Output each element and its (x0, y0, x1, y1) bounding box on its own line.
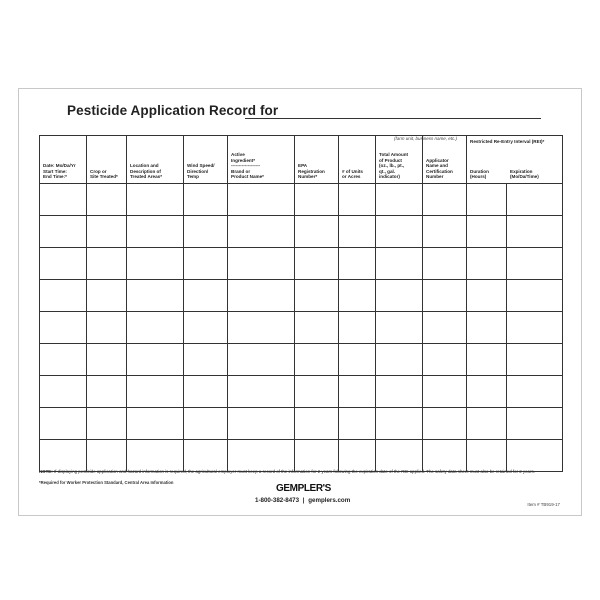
table-row (40, 376, 563, 408)
entry-cell[interactable] (127, 280, 184, 312)
entry-cell[interactable] (40, 312, 87, 344)
table-row (40, 248, 563, 280)
column-header-text: Brand or (231, 168, 251, 174)
entry-cell[interactable] (295, 184, 339, 216)
entry-cell[interactable] (295, 216, 339, 248)
entry-cell[interactable] (376, 440, 423, 472)
column-header-text: Description of (130, 168, 161, 174)
entry-cell[interactable] (87, 184, 127, 216)
entry-cell[interactable] (87, 440, 127, 472)
entry-cell[interactable] (127, 312, 184, 344)
entry-cell[interactable] (40, 280, 87, 312)
table-row (40, 216, 563, 248)
entry-cell[interactable] (423, 408, 467, 440)
column-header-text: (Mo/Da/Time) (510, 174, 539, 180)
entry-cell[interactable] (295, 376, 339, 408)
entry-cell[interactable] (295, 344, 339, 376)
column-header-date (40, 136, 87, 184)
entry-cell[interactable] (376, 216, 423, 248)
entry-cell[interactable] (40, 248, 87, 280)
column-header-text: End Time:* (43, 174, 67, 180)
entry-cell[interactable] (467, 216, 507, 248)
title-hint: (farm unit, business name, etc.) (394, 136, 458, 141)
entry-cell[interactable] (423, 280, 467, 312)
item-number: Item # TB919-17 (527, 502, 560, 507)
entry-cell[interactable] (184, 248, 228, 280)
column-header-text: Date: Mo/Da/Yr (43, 163, 76, 169)
note-label: NOTE: (39, 469, 53, 474)
rei-title: Restricted Re-Entry Interval (REI)* (470, 139, 545, 144)
column-header-text: Start Time: (43, 168, 67, 174)
entry-cell[interactable] (228, 216, 295, 248)
table-row (40, 312, 563, 344)
entry-cell[interactable] (228, 312, 295, 344)
column-header-text: indicator) (379, 174, 400, 180)
entry-cell[interactable] (295, 248, 339, 280)
column-header-rei (467, 136, 563, 184)
entry-cell[interactable] (467, 440, 507, 472)
entry-cell[interactable] (127, 344, 184, 376)
column-header-text: Number (426, 174, 444, 180)
table-body (40, 184, 563, 472)
entry-cell[interactable] (376, 376, 423, 408)
entry-cell[interactable] (376, 184, 423, 216)
entry-cell[interactable] (507, 216, 563, 248)
column-header-text: Site Treated* (90, 174, 118, 180)
entry-cell[interactable] (507, 344, 563, 376)
entry-cell[interactable] (423, 440, 467, 472)
entry-cell[interactable] (184, 184, 228, 216)
entry-cell[interactable] (87, 376, 127, 408)
column-header-text: (Hours) (470, 174, 487, 180)
entry-cell[interactable] (467, 408, 507, 440)
entry-cell[interactable] (228, 440, 295, 472)
entry-cell[interactable] (339, 376, 376, 408)
column-header-ingredient (228, 136, 295, 184)
record-sheet (18, 88, 582, 516)
entry-cell[interactable] (339, 440, 376, 472)
entry-cell[interactable] (423, 184, 467, 216)
entry-cell[interactable] (228, 248, 295, 280)
entry-cell[interactable] (507, 248, 563, 280)
column-header-text: Certification (426, 168, 453, 174)
entry-cell[interactable] (376, 344, 423, 376)
entry-cell[interactable] (228, 344, 295, 376)
column-header-text: Temp (187, 174, 199, 180)
column-header-text: (oz., lb., pt., (379, 163, 405, 169)
entry-cell[interactable] (295, 280, 339, 312)
column-header-text: qt., gal. (379, 168, 396, 174)
table-header-row (40, 136, 563, 184)
entry-cell[interactable] (507, 280, 563, 312)
column-header-location (127, 136, 184, 184)
column-header-text: Active (231, 152, 245, 158)
entry-cell[interactable] (87, 408, 127, 440)
required-note: *Required for Worker Protection Standard, Central Area Information (39, 480, 174, 485)
footnote (39, 469, 569, 475)
column-header-text: Ingredient* (231, 157, 255, 163)
entry-cell[interactable] (40, 440, 87, 472)
column-header-text: or Acres (342, 174, 361, 180)
table-row (40, 344, 563, 376)
website: gemplers.com (308, 497, 351, 504)
entry-cell[interactable] (184, 280, 228, 312)
table-row (40, 280, 563, 312)
entry-cell[interactable] (376, 312, 423, 344)
phone-number: 1-800-382-8473 (255, 497, 300, 504)
rei-duration-header (470, 169, 510, 180)
application-record-table (39, 135, 563, 472)
entry-cell[interactable] (376, 280, 423, 312)
entry-cell[interactable] (376, 408, 423, 440)
entry-cell[interactable] (184, 376, 228, 408)
column-header-text: EPA (298, 163, 308, 169)
entry-cell[interactable] (339, 312, 376, 344)
column-header-amount (376, 136, 423, 184)
brand-logo: GEMPLER'S (276, 483, 331, 494)
column-header-text: ------------------- (231, 163, 261, 169)
entry-cell[interactable] (127, 216, 184, 248)
entry-cell[interactable] (423, 216, 467, 248)
entry-cell[interactable] (228, 184, 295, 216)
entry-cell[interactable] (40, 376, 87, 408)
entry-cell[interactable] (184, 344, 228, 376)
column-header-wind (184, 136, 228, 184)
entry-cell[interactable] (339, 344, 376, 376)
column-header-text: Applicator (426, 157, 449, 163)
farm-name-line[interactable] (245, 118, 541, 119)
column-header-text: Number* (298, 174, 318, 180)
entry-cell[interactable] (467, 280, 507, 312)
entry-cell[interactable] (127, 440, 184, 472)
entry-cell[interactable] (228, 376, 295, 408)
entry-cell[interactable] (184, 440, 228, 472)
column-header-text: Duration (470, 168, 489, 174)
entry-cell[interactable] (507, 312, 563, 344)
table-row (40, 440, 563, 472)
column-header-text: Location and (130, 163, 159, 169)
entry-cell[interactable] (467, 184, 507, 216)
column-header-text: of Product (379, 157, 402, 163)
entry-cell[interactable] (87, 344, 127, 376)
entry-cell[interactable] (87, 216, 127, 248)
column-header-text: Total Amount (379, 152, 409, 158)
entry-cell[interactable] (339, 248, 376, 280)
column-header-text: # of Units (342, 168, 363, 174)
entry-cell[interactable] (423, 376, 467, 408)
entry-cell[interactable] (87, 280, 127, 312)
column-header-units (339, 136, 376, 184)
entry-cell[interactable] (87, 312, 127, 344)
entry-cell[interactable] (228, 280, 295, 312)
title-row (67, 103, 567, 141)
entry-cell[interactable] (127, 184, 184, 216)
entry-cell[interactable] (40, 408, 87, 440)
entry-cell[interactable] (295, 408, 339, 440)
entry-cell[interactable] (507, 184, 563, 216)
entry-cell[interactable] (228, 408, 295, 440)
entry-cell[interactable] (423, 344, 467, 376)
entry-cell[interactable] (376, 248, 423, 280)
entry-cell[interactable] (184, 216, 228, 248)
column-header-applicator (423, 136, 467, 184)
entry-cell[interactable] (40, 216, 87, 248)
entry-cell[interactable] (507, 408, 563, 440)
entry-cell[interactable] (184, 312, 228, 344)
entry-cell[interactable] (40, 344, 87, 376)
entry-cell[interactable] (184, 408, 228, 440)
entry-cell[interactable] (467, 312, 507, 344)
entry-cell[interactable] (127, 248, 184, 280)
column-header-text: Wind Speed/ (187, 163, 215, 169)
entry-cell[interactable] (467, 376, 507, 408)
form-title: Pesticide Application Record for (67, 103, 279, 118)
entry-cell[interactable] (423, 248, 467, 280)
entry-cell[interactable] (295, 312, 339, 344)
column-header-crop (87, 136, 127, 184)
table-row (40, 184, 563, 216)
entry-cell[interactable] (339, 184, 376, 216)
rei-expiration-header (510, 169, 560, 180)
column-header-text: Registration (298, 168, 325, 174)
entry-cell[interactable] (127, 376, 184, 408)
column-header-text: Name and (426, 163, 448, 169)
entry-cell[interactable] (507, 376, 563, 408)
column-header-text: Crop or (90, 168, 107, 174)
contact-line (255, 497, 350, 504)
entry-cell[interactable] (467, 248, 507, 280)
column-header-text: Expiration (510, 168, 533, 174)
entry-cell[interactable] (87, 248, 127, 280)
column-header-text: Treated Areas* (130, 174, 163, 180)
column-header-text: Direction/ (187, 168, 209, 174)
entry-cell[interactable] (423, 312, 467, 344)
contact-separator: | (302, 497, 305, 504)
table-row (40, 408, 563, 440)
column-header-epa (295, 136, 339, 184)
note-text: If displaying pesticide application and hazard information is required, the agricultural employer must keep a record of the information for 2 years following the expiration date of the REI applied. The safety data sheet must also be retained for 2 years. (53, 469, 535, 474)
entry-cell[interactable] (295, 440, 339, 472)
entry-cell[interactable] (507, 440, 563, 472)
entry-cell[interactable] (339, 280, 376, 312)
entry-cell[interactable] (339, 216, 376, 248)
entry-cell[interactable] (467, 344, 507, 376)
entry-cell[interactable] (127, 408, 184, 440)
entry-cell[interactable] (339, 408, 376, 440)
entry-cell[interactable] (40, 184, 87, 216)
column-header-text: Product Name* (231, 174, 264, 180)
